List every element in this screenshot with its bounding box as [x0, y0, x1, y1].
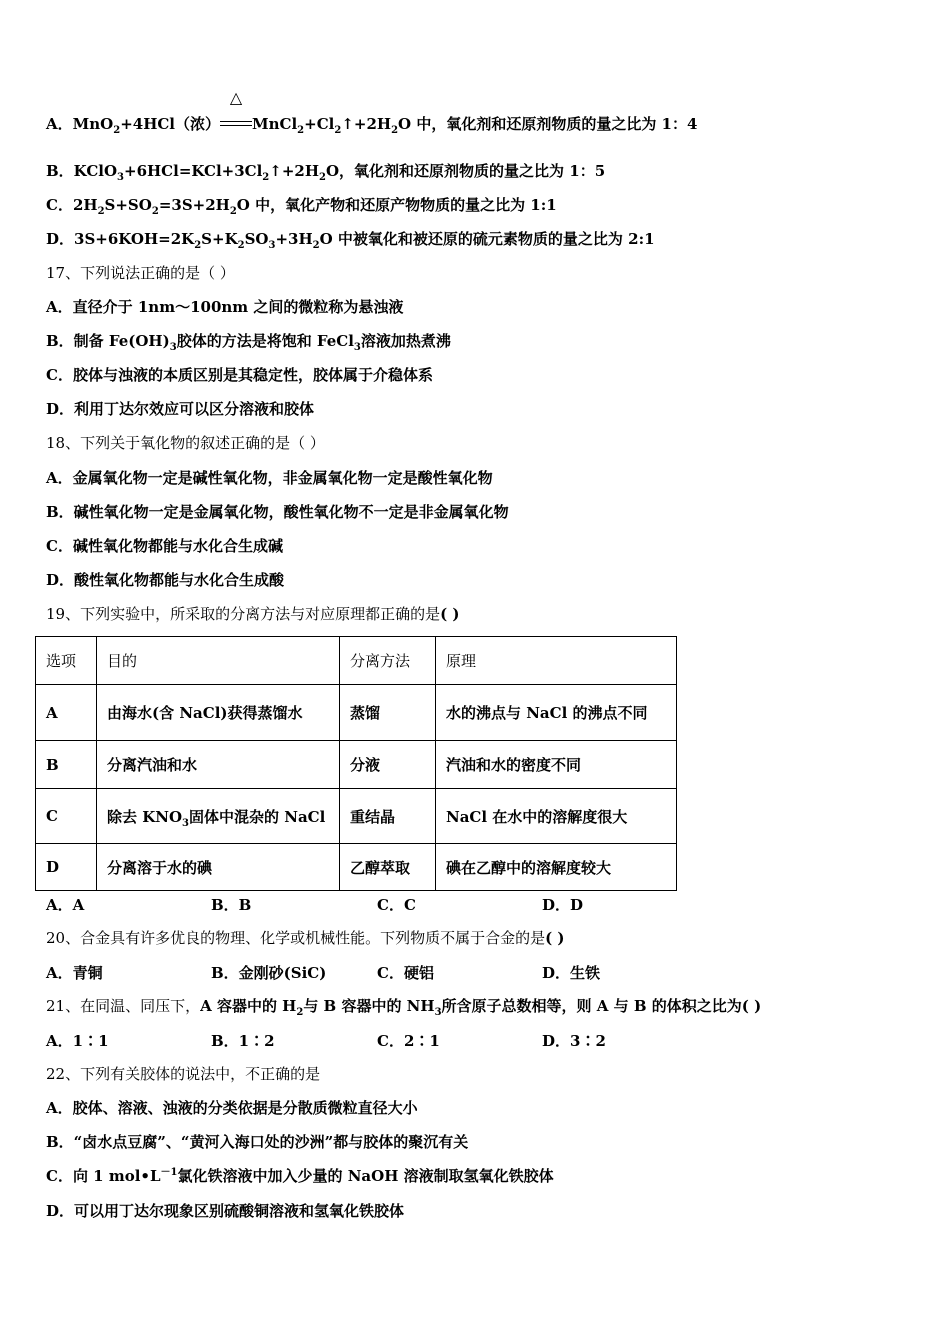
- q22-option-d: D．可以用丁达尔现象区别硫酸铜溶液和氢氧化铁胶体: [46, 1202, 405, 1220]
- header-option: 选项: [36, 637, 97, 685]
- q18-option-a: A．金属氧化物一定是碱性氧化物，非金属氧化物一定是酸性氧化物: [46, 469, 493, 487]
- table-row: C 除去 $KNO_3$固体中混杂的 NaCl 重结晶 NaCl 在水中的溶解度很大: [36, 789, 677, 844]
- heating-triangle-icon: △: [229, 88, 243, 107]
- q21-option-d: D．3∶2: [542, 1032, 606, 1050]
- table-row: A 由海水(含 NaCl)获得蒸馏水 蒸馏 水的沸点与 NaCl 的沸点不同: [36, 685, 677, 741]
- q19-stem: 19、下列实验中，所采取的分离方法与对应原理都正确的是( ): [46, 605, 460, 623]
- q18-option-c: C．碱性氧化物都能与水化合生成碱: [46, 537, 283, 555]
- q20-stem: 20、合金具有许多优良的物理、化学或机械性能。下列物质不属于合金的是( ): [46, 929, 565, 947]
- q20-option-b: B．金刚砂(SiC): [211, 964, 327, 982]
- q22-option-b: B．“卤水点豆腐”、“黄河入海口处的沙洲”都与胶体的聚沉有关: [46, 1133, 469, 1151]
- q17-option-b: B．制备 $Fe(OH)_3$胶体的方法是将饱和 FeCl$_3$溶液加热煮沸: [46, 332, 451, 353]
- header-method: 分离方法: [340, 637, 436, 685]
- q20-option-d: D．生铁: [542, 964, 601, 982]
- q18-option-b: B．碱性氧化物一定是金属氧化物，酸性氧化物不一定是非金属氧化物: [46, 503, 509, 521]
- q17-stem: 17、下列说法正确的是（ ）: [46, 264, 235, 282]
- q21-option-b: B．1∶2: [211, 1032, 275, 1050]
- q21-option-c: C．2∶1: [377, 1032, 440, 1050]
- q16-option-b: B．$KClO_3+6HCl=KCl+3Cl_2↑+2H_2O$，氧化剂和还原剂物质的量之比为 1：5: [46, 162, 606, 183]
- reaction-condition-arrow: [220, 88, 252, 134]
- header-goal: 目的: [97, 637, 340, 685]
- q17-option-d: D．利用丁达尔效应可以区分溶液和胶体: [46, 400, 315, 418]
- q18-option-d: D．酸性氧化物都能与水化合生成酸: [46, 571, 285, 589]
- q21-option-a: A．1∶1: [46, 1032, 109, 1050]
- q16-option-a: A．MnO$_2$+4HCl（浓） △ $MnCl_2+Cl_2↑+2H_2O$ 中，氧化剂和还原剂物质的量之比为 1：4: [46, 88, 698, 136]
- q18-stem: 18、下列关于氧化物的叙述正确的是（ ）: [46, 434, 325, 452]
- q21-stem: 21、在同温、同压下，A 容器中的 $H_2$与 B 容器中的 $NH_3$所含原子总数相等，则 A 与 B 的体积之比为( ): [46, 997, 762, 1018]
- table-row: B 分离汽油和水 分液 汽油和水的密度不同: [36, 741, 677, 789]
- q22-option-a: A．胶体、溶液、浊液的分类依据是分散质微粒直径大小: [46, 1099, 418, 1117]
- q16-option-c: C．$2H_2S+SO_2=3S+2H_2O$ 中，氧化产物和还原产物物质的量之比为 1:1: [46, 196, 557, 217]
- q22-stem: 22、下列有关胶体的说法中，不正确的是: [46, 1065, 321, 1083]
- q19-option-b: B．B: [211, 896, 252, 914]
- q19-option-c: C．C: [377, 896, 416, 914]
- q19-option-a: A．A: [46, 896, 85, 914]
- q17-option-a: A．直径介于 1nm～100nm 之间的微粒称为悬浊液: [46, 298, 404, 316]
- separation-methods-table: [35, 636, 677, 891]
- q17-option-c: C．胶体与浊液的本质区别是其稳定性，胶体属于介稳体系: [46, 366, 433, 384]
- table-row: D 分离溶于水的碘 乙醇萃取 碘在乙醇中的溶解度较大: [36, 844, 677, 891]
- table-header-row: [36, 637, 677, 685]
- q20-option-c: C．硬铝: [377, 964, 434, 982]
- q22-option-c: C．向 1 $mol•L^{-1}$氯化铁溶液中加入少量的 NaOH 溶液制取氢氧化铁胶体: [46, 1167, 554, 1185]
- q19-option-d: D．D: [542, 896, 584, 914]
- q20-option-a: A．青铜: [46, 964, 103, 982]
- q16-option-d: D．$3S+6KOH=2K_2S+K_2SO_3+3H_2O$ 中被氧化和被还原的硫元素物质的量之比为 2:1: [46, 230, 655, 251]
- header-principle: 原理: [436, 637, 677, 685]
